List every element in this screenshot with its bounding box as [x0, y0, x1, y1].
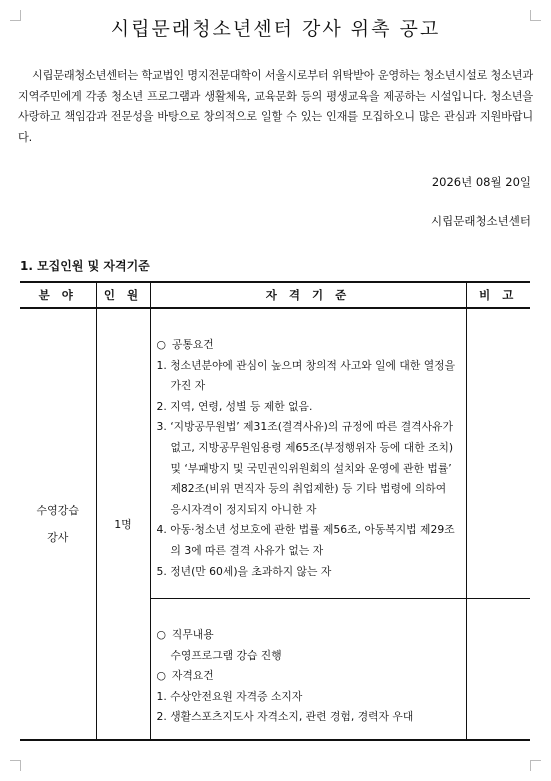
- list-item: 3. ‘지방공무원법’ 제31조(결격사유)의 규정에 따른 결격사유가 없고, 지방공무원임용령 제65조(부정행위자 등에 대한 조치) 및 ‘부패방지 및 국민권익위원회의 설치와 운영에 관한 법률’ 제82조(비위 면직자 등의 취업제한) 등 기타 법령에 의하여 응시자격이 정지되지 아니한 자: [156, 420, 454, 516]
- table-row: [20, 308, 530, 740]
- notice-date: 2026년 08월 20일: [431, 175, 531, 189]
- circle-bullet-icon: ○: [156, 338, 166, 351]
- circle-bullet-icon: ○: [156, 669, 166, 683]
- circle-bullet-icon: ○: [156, 628, 166, 641]
- duty-text: 수영프로그램 강습 진행: [170, 648, 282, 662]
- list-item: 2. 생활스포츠지도사 자격소지, 관련 경험, 경력자 우대: [156, 710, 414, 724]
- header-criteria: 자 격 기 준: [150, 282, 466, 308]
- recruit-count: 1명: [114, 518, 132, 531]
- header-field: 분 야: [20, 282, 96, 308]
- list-item: 1. 수상안전요원 자격증 소지자: [156, 689, 303, 703]
- page-corner-mark: [530, 760, 541, 771]
- count-cell: [96, 308, 150, 740]
- duty-heading: ○ 직무내용: [156, 628, 214, 641]
- list-item: 4. 아동·청소년 성보호에 관한 법률 제56조, 아동복지법 제29조의 3에 따른 결격 사유가 없는 자: [156, 523, 455, 557]
- remarks-top: [467, 309, 531, 599]
- list-item: 5. 정년(만 60세)을 초과하지 않는 자: [156, 564, 332, 578]
- table-header-row: [20, 282, 530, 308]
- header-count: 인 원: [96, 282, 150, 308]
- remarks-bottom: [467, 599, 531, 739]
- list-item: 1. 청소년분야에 관심이 높으며 창의적 사고와 일에 대한 열정을 가진 자: [156, 358, 455, 393]
- page-title: 시립문래청소년센터 강사 위촉 공고: [110, 18, 441, 40]
- page-corner-mark: [10, 760, 21, 771]
- common-heading: ○ 공통요건: [156, 338, 214, 351]
- criteria-cell: [150, 308, 466, 740]
- field-name-line1: 수영강습: [36, 504, 79, 517]
- issuer-name: 시립문래청소년센터: [431, 214, 531, 228]
- list-item: 2. 지역, 연령, 성별 등 제한 없음.: [156, 399, 313, 413]
- header-remarks: 비 고: [466, 282, 530, 308]
- common-requirements: [151, 309, 466, 599]
- recruitment-table: [20, 281, 530, 741]
- remarks-cell: [466, 308, 530, 740]
- duty-and-qualification: [151, 599, 466, 739]
- intro-paragraph: 시립문래청소년센터는 학교법인 명지전문대학이 서울시로부터 위탁받아 운영하는 청소년시설로 청소년과 지역주민에게 각종 청소년 프로그램과 생활체육, 교육문화 등의 평생교육을 제공하는 시설입니다. 청소년을 사랑하고 책임감과 전문성을 바탕으로 창의적으로 일할 수 있는 인재를 모집하오니 많은 관심과 지원바랍니다.: [18, 69, 533, 144]
- field-name-line2: 강사: [47, 531, 69, 544]
- field-cell: [20, 308, 96, 740]
- qualification-heading: ○ 자격요건: [156, 669, 214, 683]
- section-heading: 1. 모집인원 및 자격기준: [20, 259, 150, 273]
